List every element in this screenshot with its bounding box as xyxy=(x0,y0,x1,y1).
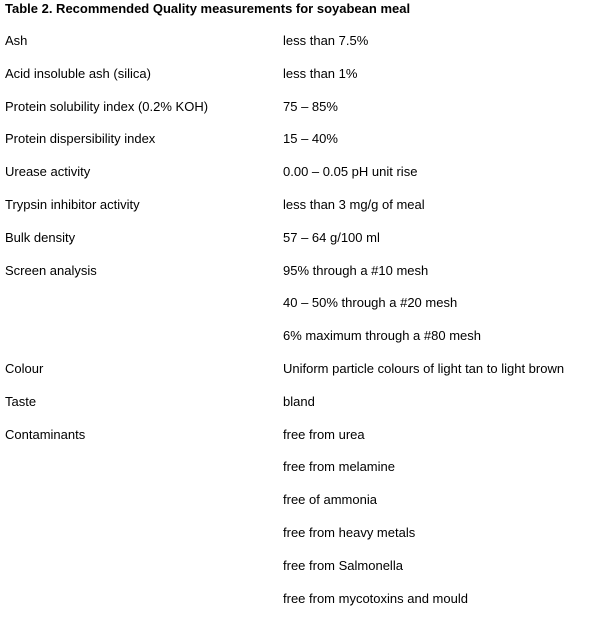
table-row xyxy=(0,262,600,295)
value-cell: Uniform particle colours of light tan to light brown xyxy=(283,360,565,376)
table-row xyxy=(0,130,600,163)
table-row xyxy=(0,393,600,426)
table-row xyxy=(0,294,600,327)
value-cell: less than 7.5% xyxy=(283,33,369,48)
parameter-cell: Screen analysis xyxy=(5,262,97,278)
value-cell: 0.00 – 0.05 pH unit rise xyxy=(283,164,418,180)
table-row xyxy=(0,163,600,196)
table-row xyxy=(0,491,600,524)
value-cell: 75 – 85% xyxy=(283,98,338,114)
value-cell: free from urea xyxy=(283,426,365,442)
table-row xyxy=(0,229,600,262)
parameter-cell: Taste xyxy=(5,393,37,409)
table-title: Table 2. Recommended Quality measurements for soyabean meal xyxy=(5,1,411,16)
table-row xyxy=(0,557,600,590)
value-cell: 40 – 50% through a #20 mesh xyxy=(283,295,458,311)
parameter-cell: Protein dispersibility index xyxy=(5,131,156,147)
value-cell: free from melamine xyxy=(283,459,395,475)
value-cell: 57 – 64 g/100 ml xyxy=(283,229,380,245)
table-row xyxy=(0,426,600,459)
table-row xyxy=(0,196,600,229)
parameter-cell: Urease activity xyxy=(5,164,91,180)
parameter-cell: Contaminants xyxy=(5,426,86,442)
parameter-cell: Protein solubility index (0.2% KOH) xyxy=(5,98,209,114)
table-row xyxy=(0,327,600,360)
table-row xyxy=(0,360,600,393)
value-cell: 6% maximum through a #80 mesh xyxy=(283,328,481,344)
table-row xyxy=(0,98,600,131)
table-row xyxy=(0,65,600,98)
parameter-cell: Colour xyxy=(5,360,44,376)
quality-table xyxy=(0,32,600,622)
table-row xyxy=(0,32,600,65)
value-cell: 95% through a #10 mesh xyxy=(283,262,429,278)
parameter-cell: Ash xyxy=(5,33,28,48)
value-cell: free from heavy metals xyxy=(283,524,416,540)
value-cell: free from mycotoxins and mould xyxy=(283,590,468,606)
table-row xyxy=(0,524,600,557)
value-cell: less than 1% xyxy=(283,65,358,81)
parameter-cell: Trypsin inhibitor activity xyxy=(5,196,140,212)
value-cell: free from Salmonella xyxy=(283,557,403,573)
parameter-cell: Bulk density xyxy=(5,229,76,245)
parameter-cell: Acid insoluble ash (silica) xyxy=(5,65,151,81)
value-cell: 15 – 40% xyxy=(283,131,338,147)
value-cell: less than 3 mg/g of meal xyxy=(283,196,425,212)
value-cell: bland xyxy=(283,393,315,409)
table-row xyxy=(0,458,600,491)
value-cell: free of ammonia xyxy=(283,492,377,508)
table-row xyxy=(0,590,600,622)
